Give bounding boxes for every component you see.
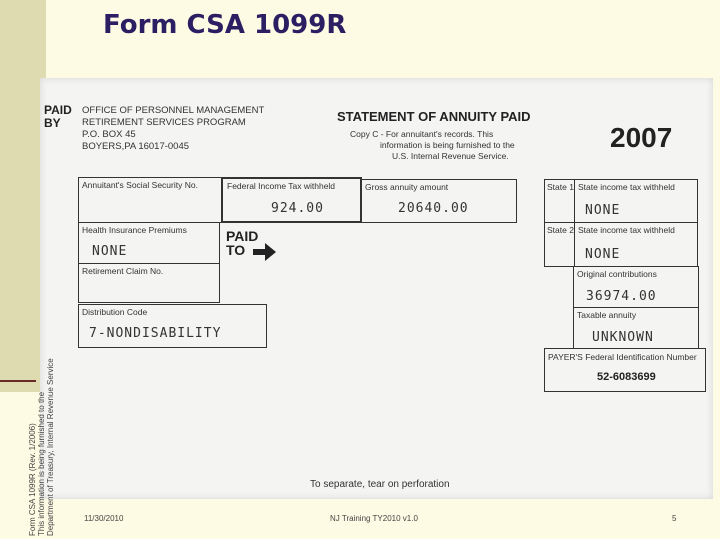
taxable-box <box>573 307 699 349</box>
orig-contrib-label: Original contributions <box>577 269 657 279</box>
payer-line: RETIREMENT SERVICES PROGRAM <box>82 117 246 128</box>
statement-copy-line: U.S. Internal Revenue Service. <box>392 151 509 161</box>
gross-box <box>360 179 517 223</box>
retire-claim-box <box>78 263 220 303</box>
statement-copy-line: information is being furnished to the <box>380 140 515 150</box>
arrow-right-icon <box>253 242 277 262</box>
gross-value: 20640.00 <box>398 201 469 216</box>
gross-label: Gross annuity amount <box>365 182 449 192</box>
state2-tax-value: NONE <box>585 247 621 262</box>
dist-code-box <box>78 304 267 348</box>
footer-center: NJ Training TY2010 v1.0 <box>330 514 418 523</box>
paid-to-label: PAID TO <box>226 228 259 258</box>
health-value: NONE <box>92 244 128 259</box>
vertical-form-note <box>28 176 68 536</box>
health-label: Health Insurance Premiums <box>82 225 187 235</box>
tear-instruction: To separate, tear on perforation <box>310 479 450 490</box>
dist-code-value: 7-NONDISABILITY <box>89 326 222 341</box>
fed-tax-value: 924.00 <box>271 201 324 216</box>
statement-title: STATEMENT OF ANNUITY PAID <box>337 109 531 124</box>
orig-contrib-box <box>573 266 699 308</box>
vertical-line: Department of Treasury, Internal Revenue Service <box>46 358 55 536</box>
state2-tax-label: State income tax withheld <box>578 225 675 235</box>
health-box <box>78 222 220 264</box>
statement-copy-line: Copy C - For annuitant's records. This <box>350 129 494 139</box>
payer-line: BOYERS,PA 16017-0045 <box>82 141 190 152</box>
footer-page-number: 5 <box>672 514 677 523</box>
ssn-box <box>78 177 222 223</box>
taxable-label: Taxable annuity <box>577 310 637 320</box>
fed-tax-box <box>221 177 362 223</box>
vertical-line: Form CSA 1099R (Rev. 1/2006) <box>28 423 37 536</box>
tax-year: 2007 <box>610 122 673 153</box>
dist-code-label: Distribution Code <box>82 307 148 317</box>
payer-id-value: 52-6083699 <box>597 371 656 383</box>
state1-tax-label: State income tax withheld <box>578 182 675 192</box>
state2-box <box>544 222 698 267</box>
payer-address <box>82 105 264 153</box>
orig-contrib-value: 36974.00 <box>586 289 657 304</box>
retire-claim-label: Retirement Claim No. <box>82 266 164 276</box>
state2-divider <box>574 223 575 266</box>
state1-divider <box>574 180 575 222</box>
payer-id-label: PAYER'S Federal Identification Number <box>548 352 697 362</box>
slide-title: Form CSA 1099R <box>103 10 347 40</box>
footer-date: 11/30/2010 <box>84 514 124 523</box>
state2-label: State 2 <box>547 225 574 235</box>
taxable-value: UNKNOWN <box>592 330 654 345</box>
state1-box <box>544 179 698 223</box>
vertical-line: This information is being furnished to the <box>37 391 46 536</box>
state1-label: State 1 <box>547 182 574 192</box>
payer-line: P.O. BOX 45 <box>82 129 136 140</box>
state1-tax-value: NONE <box>585 203 621 218</box>
statement-copy <box>350 129 515 162</box>
ssn-label: Annuitant's Social Security No. <box>82 180 198 190</box>
payer-line: OFFICE OF PERSONNEL MANAGEMENT <box>82 105 265 116</box>
payer-id-box <box>544 348 706 392</box>
paid-by-label: PAID BY <box>44 103 72 130</box>
fed-tax-label: Federal Income Tax withheld <box>227 181 336 191</box>
